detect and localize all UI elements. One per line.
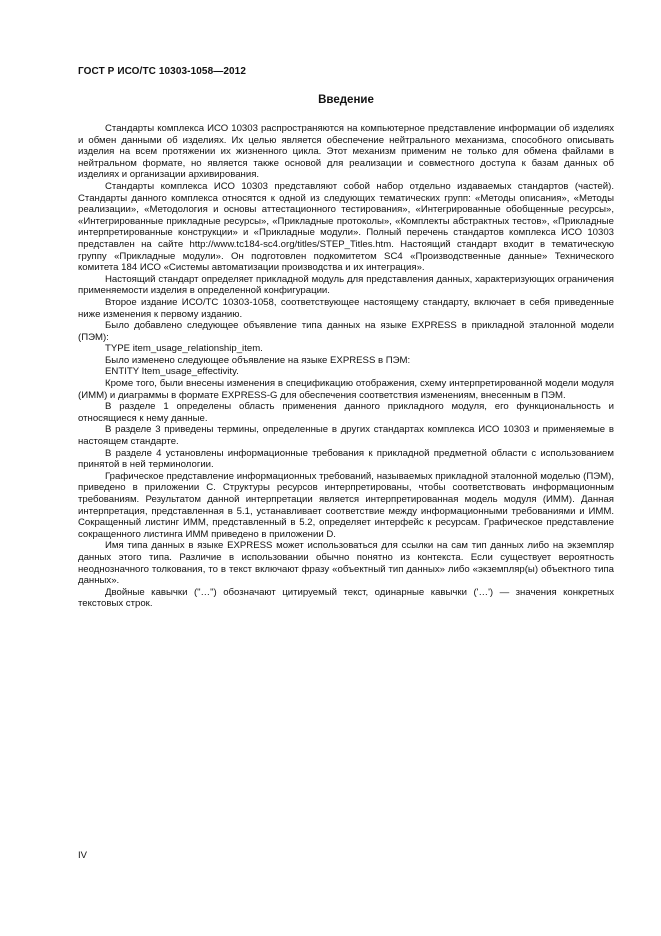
- paragraph: Было изменено следующее объявление на языке EXPRESS в ПЭМ:: [105, 354, 411, 366]
- document-body: [78, 123, 614, 610]
- paragraph: Второе издание ИСО/ТС 10303-1058, соответствующее настоящему стандарту, включает в себя приведенные ниже изменения к первому изданию.: [78, 296, 614, 320]
- paragraph: Двойные кавычки ("…") обозначают цитируемый текст, одинарные кавычки ('…') — значения конкретных текстовых строк.: [78, 586, 614, 610]
- paragraph: Было добавлено следующее объявление типа данных на языке EXPRESS в прикладной эталонной модели (ПЭМ):: [78, 320, 614, 343]
- paragraph: В разделе 4 установлены информационные требования к прикладной предметной области с использованием принятой в ней терминологии.: [78, 447, 614, 471]
- page-number: IV: [78, 850, 87, 861]
- paragraph: Графическое представление информационных требований, называемых прикладной эталонной моделью (ПЭМ), приведено в приложении С. Структуры ресурсов интерпретированы, чтобы соответствовать информационным требованиям. Результатом данной интерпретации является интерпретированная модель модуля (ИММ). Данная интерпретация, представленная в 5.1, устанавливает соответствие между информационными требованиями и ИММ. Сокращенный листинг ИММ, представленный в 5.2, определяет интерфейс к ресурсам. Графическое представление сокращенного листинга ИММ приведено в приложении D.: [78, 470, 614, 540]
- paragraph: Кроме того, были внесены изменения в спецификацию отображения, схему интерпретированной модели модуля (ИММ) и диаграммы в формате EXPRESS-G для обеспечения соответствия изменениям, внесенным в ПЭМ.: [78, 378, 614, 401]
- section-title: Введение: [318, 94, 374, 106]
- paragraph: В разделе 1 определены область применения данного прикладного модуля, его функциональность и относящиеся к нему данные.: [78, 401, 614, 424]
- paragraph: Стандарты комплекса ИСО 10303 представляют собой набор отдельно издаваемых стандартов (частей). Стандарты данного комплекса относятся к одной из следующих тематических групп: «Методы описания», «Методы реализации», «Методология и основы аттестационного тестирования», «Интегрированные обобщенные ресурсы», «Интегрированные прикладные ресурсы», «Прикладные протоколы», «Комплекты абстрактных тестов», «Прикладные интерпретированные конструкции» и «Прикладные модули». Полный перечень стандартов комплекса ИСО 10303 представлен на сайте http://www.tc184-sc4.org/titles/STEP_Titles.htm. Настоящий стандарт входит в тематическую группу «Прикладные модули». Он подготовлен подкомитетом SC4 «Производственные данные» Технического комитета 184 ИСО «Системы автоматизации производства и их интеграция».: [78, 180, 614, 274]
- paragraph: Настоящий стандарт определяет прикладной модуль для представления данных, характеризующих ограничения применяемости изделия в определенной конфигурации.: [78, 273, 614, 297]
- paragraph: Стандарты комплекса ИСО 10303 распространяются на компьютерное представление информации об изделиях и обмен данными об изделиях. Их целью является обеспечение нейтрального механизма, способного описывать изделия на всем протяжении их жизненного цикла. Этот механизм применим не только для обмена файлами в нейтральном формате, но является также основой для реализации и совместного доступа к базам данных об изделиях и организации архивирования.: [78, 123, 614, 181]
- express-declaration: TYPE item_usage_relationship_item.: [105, 343, 263, 355]
- paragraph: Имя типа данных в языке EXPRESS может использоваться для ссылки на сам тип данных либо на экземпляр данных этого типа. Различие в использовании обычно понятно из контекста. Если существует вероятность неоднозначного толкования, то в текст включают фразу «объектный тип данных» либо «экземпляр(ы) объектного типа данных».: [78, 540, 614, 587]
- express-declaration: ENTITY Item_usage_effectivity.: [105, 366, 239, 378]
- paragraph: В разделе 3 приведены термины, определенные в других стандартах комплекса ИСО 10303 и применяемые в настоящем стандарте.: [78, 424, 614, 448]
- document-header: ГОСТ Р ИСО/ТС 10303-1058—2012: [78, 66, 246, 77]
